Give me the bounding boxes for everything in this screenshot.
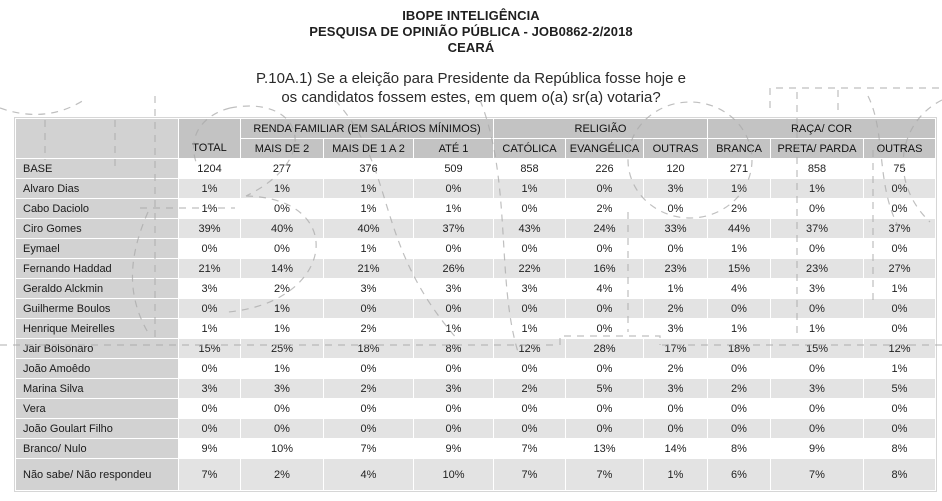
column-header: PRETA/ PARDA [771, 139, 864, 159]
table-row [16, 359, 936, 379]
data-cell: 27% [864, 259, 936, 279]
data-cell: 0% [179, 419, 241, 439]
row-label-cell: Henrique Meirelles [16, 319, 179, 339]
data-cell: 0% [494, 239, 566, 259]
data-cell: 3% [494, 279, 566, 299]
data-cell: 0% [494, 299, 566, 319]
column-header: OUTRAS [644, 139, 708, 159]
data-cell: 0% [708, 359, 771, 379]
column-header: ATÉ 1 [414, 139, 494, 159]
data-cell: 40% [324, 219, 414, 239]
data-cell: 277 [241, 159, 324, 179]
data-cell: 18% [708, 339, 771, 359]
table-row [16, 199, 936, 219]
question-line-1: P.10A.1) Se a eleição para Presidente da República fosse hoje e [255, 70, 686, 87]
data-cell: 5% [864, 379, 936, 399]
data-cell: 3% [771, 379, 864, 399]
total-column-header: TOTAL [179, 119, 241, 159]
data-cell: 0% [771, 419, 864, 439]
data-cell: 0% [771, 239, 864, 259]
data-cell: 1% [241, 359, 324, 379]
data-cell: 0% [708, 299, 771, 319]
data-cell: 0% [644, 239, 708, 259]
data-cell: 0% [324, 399, 414, 419]
data-cell: 0% [241, 199, 324, 219]
data-cell: 1% [324, 239, 414, 259]
data-cell: 25% [241, 339, 324, 359]
data-cell: 22% [494, 259, 566, 279]
data-cell: 7% [494, 459, 566, 491]
data-cell: 0% [566, 179, 644, 199]
data-cell: 0% [494, 359, 566, 379]
data-cell: 5% [566, 379, 644, 399]
data-cell: 12% [494, 339, 566, 359]
data-cell: 0% [864, 179, 936, 199]
data-cell: 0% [566, 319, 644, 339]
data-cell: 1% [241, 299, 324, 319]
data-cell: 21% [179, 259, 241, 279]
row-label-cell: Eymael [16, 239, 179, 259]
data-cell: 0% [771, 399, 864, 419]
column-header: MAIS DE 1 A 2 [324, 139, 414, 159]
row-label-cell: Não sabe/ Não respondeu [16, 459, 179, 491]
row-label-cell: Cabo Daciolo [16, 199, 179, 219]
column-group-header: RELIGIÃO [494, 119, 708, 139]
row-label-cell: Fernando Haddad [16, 259, 179, 279]
data-cell: 1% [644, 279, 708, 299]
data-cell: 7% [494, 439, 566, 459]
data-cell: 0% [771, 299, 864, 319]
data-cell: 23% [771, 259, 864, 279]
data-cell: 3% [414, 379, 494, 399]
data-cell: 3% [179, 379, 241, 399]
data-cell: 1% [241, 179, 324, 199]
data-cell: 8% [414, 339, 494, 359]
data-cell: 0% [644, 199, 708, 219]
data-cell: 0% [414, 399, 494, 419]
data-cell: 37% [414, 219, 494, 239]
data-cell: 0% [708, 419, 771, 439]
data-cell: 2% [708, 379, 771, 399]
data-cell: 17% [644, 339, 708, 359]
row-label-cell: Marina Silva [16, 379, 179, 399]
data-cell: 21% [324, 259, 414, 279]
data-cell: 43% [494, 219, 566, 239]
row-label-cell: Vera [16, 399, 179, 419]
data-cell: 23% [644, 259, 708, 279]
data-cell: 0% [414, 179, 494, 199]
data-cell: 0% [566, 239, 644, 259]
data-cell: 3% [644, 179, 708, 199]
data-cell: 271 [708, 159, 771, 179]
row-label-cell: João Amoêdo [16, 359, 179, 379]
data-cell: 13% [566, 439, 644, 459]
header-group-row [16, 119, 936, 139]
data-cell: 0% [864, 419, 936, 439]
data-cell: 15% [771, 339, 864, 359]
data-cell: 0% [324, 419, 414, 439]
row-label-cell: João Goulart Filho [16, 419, 179, 439]
table-row [16, 419, 936, 439]
data-cell: 1% [494, 319, 566, 339]
row-label-cell: Guilherme Boulos [16, 299, 179, 319]
column-header: CATÓLICA [494, 139, 566, 159]
data-cell: 0% [771, 359, 864, 379]
data-cell: 24% [566, 219, 644, 239]
table-row [16, 299, 936, 319]
column-group-header: RAÇA/ COR [708, 119, 936, 139]
table-row [16, 319, 936, 339]
data-cell: 1% [708, 319, 771, 339]
data-cell: 0% [324, 299, 414, 319]
table-row [16, 279, 936, 299]
data-cell: 1% [324, 179, 414, 199]
corner-cell [16, 119, 179, 159]
data-cell: 1% [708, 239, 771, 259]
data-cell: 2% [494, 379, 566, 399]
survey-title: PESQUISA DE OPINIÃO PÚBLICA - JOB0862-2/2018 [309, 24, 633, 39]
table-row [16, 379, 936, 399]
data-cell: 3% [241, 379, 324, 399]
data-cell: 39% [179, 219, 241, 239]
data-cell: 0% [179, 299, 241, 319]
column-header: EVANGÉLICA [566, 139, 644, 159]
table-row [16, 239, 936, 259]
data-cell: 1% [771, 179, 864, 199]
data-cell: 509 [414, 159, 494, 179]
data-cell: 3% [324, 279, 414, 299]
table-row [16, 399, 936, 419]
data-cell: 0% [644, 399, 708, 419]
report-header [0, 0, 942, 56]
data-cell: 0% [414, 359, 494, 379]
row-label-cell: Geraldo Alckmin [16, 279, 179, 299]
data-cell: 0% [241, 239, 324, 259]
data-cell: 0% [494, 399, 566, 419]
data-cell: 16% [566, 259, 644, 279]
data-cell: 4% [708, 279, 771, 299]
data-cell: 1% [864, 359, 936, 379]
region-title: CEARÁ [447, 40, 495, 55]
data-cell: 75 [864, 159, 936, 179]
data-cell: 1% [179, 179, 241, 199]
table-row [16, 219, 936, 239]
data-cell: 1% [414, 199, 494, 219]
data-cell: 0% [566, 299, 644, 319]
data-cell: 0% [494, 419, 566, 439]
data-cell: 14% [644, 439, 708, 459]
data-cell: 0% [566, 419, 644, 439]
data-cell: 0% [414, 239, 494, 259]
table-row [16, 439, 936, 459]
data-cell: 9% [771, 439, 864, 459]
data-cell: 26% [414, 259, 494, 279]
data-cell: 3% [644, 319, 708, 339]
data-cell: 37% [864, 219, 936, 239]
data-cell: 0% [864, 199, 936, 219]
data-cell: 0% [771, 199, 864, 219]
data-cell: 0% [864, 399, 936, 419]
data-cell: 3% [644, 379, 708, 399]
data-cell: 858 [494, 159, 566, 179]
data-cell: 6% [708, 459, 771, 491]
data-cell: 0% [566, 399, 644, 419]
data-cell: 1204 [179, 159, 241, 179]
data-cell: 8% [864, 459, 936, 491]
data-cell: 0% [414, 299, 494, 319]
data-cell: 9% [414, 439, 494, 459]
table-row [16, 259, 936, 279]
data-cell: 8% [864, 439, 936, 459]
data-cell: 0% [708, 399, 771, 419]
question-text [0, 69, 942, 107]
data-cell: 14% [241, 259, 324, 279]
data-cell: 0% [864, 319, 936, 339]
data-cell: 33% [644, 219, 708, 239]
table-row [16, 179, 936, 199]
data-cell: 18% [324, 339, 414, 359]
data-cell: 3% [771, 279, 864, 299]
data-cell: 0% [179, 239, 241, 259]
row-label-cell: Ciro Gomes [16, 219, 179, 239]
data-cell: 4% [566, 279, 644, 299]
data-cell: 1% [771, 319, 864, 339]
data-cell: 2% [708, 199, 771, 219]
data-cell: 0% [324, 359, 414, 379]
data-cell: 376 [324, 159, 414, 179]
column-header: MAIS DE 2 [241, 139, 324, 159]
org-title: IBOPE INTELIGÊNCIA [402, 8, 540, 23]
data-cell: 0% [494, 199, 566, 219]
data-cell: 2% [241, 279, 324, 299]
data-cell: 0% [566, 359, 644, 379]
data-cell: 2% [644, 299, 708, 319]
data-cell: 8% [708, 439, 771, 459]
data-cell: 2% [324, 379, 414, 399]
data-cell: 10% [414, 459, 494, 491]
data-cell: 10% [241, 439, 324, 459]
question-line-2: os candidatos fossem estes, em quem o(a) sr(a) votaria? [281, 89, 661, 106]
data-cell: 0% [864, 239, 936, 259]
data-cell: 1% [864, 279, 936, 299]
data-cell: 0% [644, 419, 708, 439]
results-table [15, 118, 936, 491]
data-cell: 2% [644, 359, 708, 379]
table-row [16, 159, 936, 179]
table-head [16, 119, 936, 159]
row-label-cell: Jair Bolsonaro [16, 339, 179, 359]
data-cell: 2% [566, 199, 644, 219]
data-cell: 3% [179, 279, 241, 299]
data-cell: 7% [324, 439, 414, 459]
data-cell: 1% [644, 459, 708, 491]
data-cell: 15% [708, 259, 771, 279]
data-cell: 1% [324, 199, 414, 219]
data-cell: 9% [179, 439, 241, 459]
data-cell: 0% [179, 359, 241, 379]
data-cell: 7% [179, 459, 241, 491]
row-label-cell: BASE [16, 159, 179, 179]
data-cell: 2% [324, 319, 414, 339]
data-cell: 0% [241, 419, 324, 439]
data-cell: 12% [864, 339, 936, 359]
data-cell: 1% [414, 319, 494, 339]
data-cell: 3% [414, 279, 494, 299]
data-cell: 0% [179, 399, 241, 419]
data-cell: 15% [179, 339, 241, 359]
data-cell: 4% [324, 459, 414, 491]
column-header: BRANCA [708, 139, 771, 159]
data-cell: 1% [179, 319, 241, 339]
data-cell: 44% [708, 219, 771, 239]
table-row [16, 339, 936, 359]
data-cell: 28% [566, 339, 644, 359]
data-cell: 120 [644, 159, 708, 179]
data-cell: 1% [494, 179, 566, 199]
column-header: OUTRAS [864, 139, 936, 159]
data-cell: 40% [241, 219, 324, 239]
data-cell: 2% [241, 459, 324, 491]
data-cell: 7% [771, 459, 864, 491]
data-cell: 7% [566, 459, 644, 491]
data-cell: 37% [771, 219, 864, 239]
column-group-header: RENDA FAMILIAR (EM SALÁRIOS MÍNIMOS) [241, 119, 494, 139]
row-label-cell: Alvaro Dias [16, 179, 179, 199]
data-cell: 0% [864, 299, 936, 319]
data-cell: 226 [566, 159, 644, 179]
data-cell: 0% [241, 399, 324, 419]
data-cell: 1% [241, 319, 324, 339]
data-cell: 858 [771, 159, 864, 179]
data-cell: 1% [708, 179, 771, 199]
data-cell: 1% [179, 199, 241, 219]
data-cell: 0% [414, 419, 494, 439]
table-row [16, 459, 936, 491]
table-body [16, 159, 936, 491]
row-label-cell: Branco/ Nulo [16, 439, 179, 459]
